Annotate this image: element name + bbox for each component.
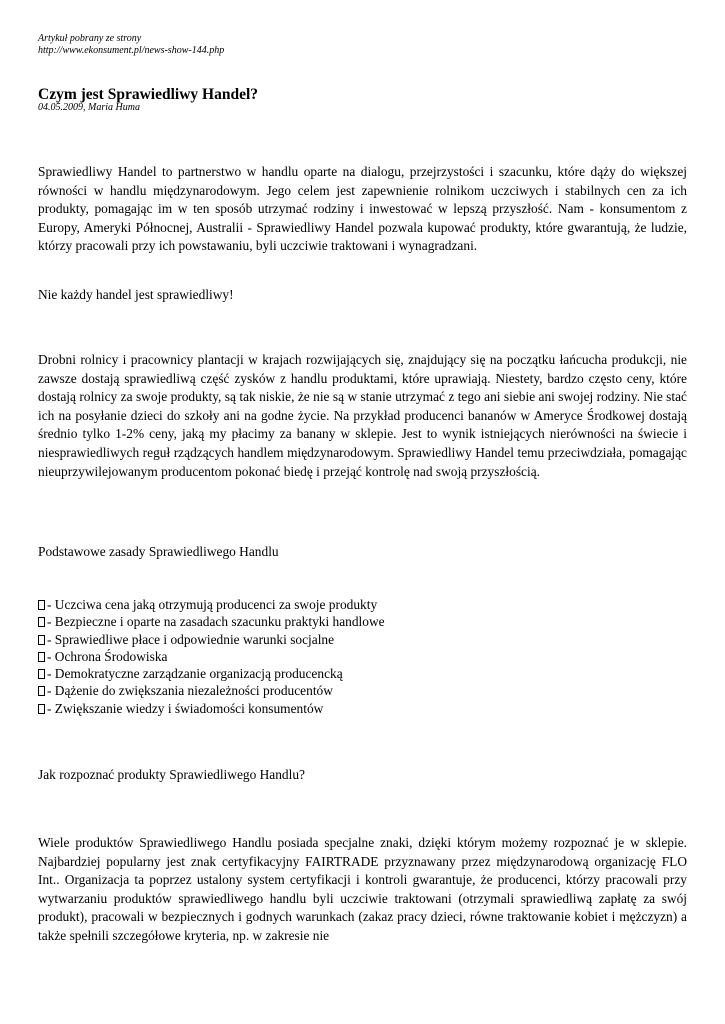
list-item: - Ochrona Środowiska <box>38 648 385 665</box>
source-note <box>38 33 224 56</box>
source-label: Artykuł pobrany ze strony <box>38 33 142 44</box>
article-meta: 04.05.2009, Maria Huma <box>38 102 140 113</box>
missing-glyph-icon <box>38 686 45 696</box>
missing-glyph-icon <box>38 617 45 627</box>
article-title: Czym jest Sprawiedliwy Handel? <box>38 86 259 103</box>
list-item: - Uczciwa cena jaką otrzymują producenci za swoje produkty <box>38 596 385 613</box>
section-heading-unfair: Nie każdy handel jest sprawiedliwy! <box>38 287 234 302</box>
missing-glyph-icon <box>38 635 45 645</box>
paragraph-certification: Wiele produktów Sprawiedliwego Handlu posiada specjalne znaki, dzięki którym możemy rozpoznać je w sklepie. Najbardziej popularny jest znak certyfikacyjny FAIRTRADE przyznawany przez międzynarodową organizację FLO Int.. Organizacja ta poprzez ustalony system certyfikacji i kontroli gwarantuje, że producenci, którzy pracowali przy wytwarzaniu produktów sprawiedliwego handlu byli uczciwie traktowani (otrzymali sprawiedliwą zapłatę za swój produkt), pracowali w bezpiecznych i godnych warunkach (zakaz pracy dzieci, równe traktowanie kobiet i mężczyzn) a także spełnili szczegółowe kryteria, np. w zakresie nie <box>38 835 687 943</box>
missing-glyph-icon <box>38 704 45 714</box>
section-heading-principles: Podstawowe zasady Sprawiedliwego Handlu <box>38 544 279 559</box>
section-heading-recognize: Jak rozpoznać produkty Sprawiedliwego Handlu? <box>38 767 305 782</box>
missing-glyph-icon <box>38 669 45 679</box>
list-item: - Sprawiedliwe płace i odpowiednie warunki socjalne <box>38 631 385 648</box>
paragraph-producers: Drobni rolnicy i pracownicy plantacji w krajach rozwijających się, znajdujący się na początku łańcucha produkcji, nie zawsze dostają sprawiedliwą część zysków z handlu produktami, które uprawiają. Niestety, bardzo często ceny, które dostają rolnicy za swoje produkty, są tak niskie, że nie są w stanie utrzymać z tego ani siebie ani swojej rodziny. Nie stać ich na posyłanie dzieci do szkoły ani na godne życie. Na przykład producenci bananów w Ameryce Środkowej dostają średnio tylko 1-2% ceny, jaką my płacimy za banany w sklepie. Jest to wynik istniejących nierówności na świecie i niesprawiedliwych reguł rządzących handlem międzynarodowym. Sprawiedliwy Handel temu przeciwdziała, pomagając nieuprzywilejowanym producentom pokonać biedę i przejąć kontrolę nad swoją przyszłością. <box>38 352 687 479</box>
list-item: - Bezpieczne i oparte na zasadach szacunku praktyki handlowe <box>38 613 385 630</box>
intro-paragraph: Sprawiedliwy Handel to partnerstwo w handlu oparte na dialogu, przejrzystości i szacunku, które dąży do większej równości w handlu międzynarodowym. Jego celem jest zapewnienie rolnikom uczciwych i stabilnych cen za ich produkty, pomagając im w ten sposób utrzymać rodziny i inwestować w lepszą przyszłość. Nam - konsumentom z Europy, Ameryki Północnej, Australii - Sprawiedliwy Handel pozwala kupować produkty, które gwarantują, że ludzie, którzy pracowali przy ich powstawaniu, byli uczciwie traktowani i wynagradzani. <box>38 164 687 254</box>
missing-glyph-icon <box>38 600 45 610</box>
list-item: - Zwiększanie wiedzy i świadomości konsumentów <box>38 700 385 717</box>
missing-glyph-icon <box>38 652 45 662</box>
list-item: - Dążenie do zwiększania niezależności producentów <box>38 682 385 699</box>
source-url: http://www.ekonsument.pl/news-show-144.php <box>38 44 225 56</box>
principles-list <box>38 596 385 717</box>
list-item: - Demokratyczne zarządzanie organizacją producencką <box>38 665 385 682</box>
